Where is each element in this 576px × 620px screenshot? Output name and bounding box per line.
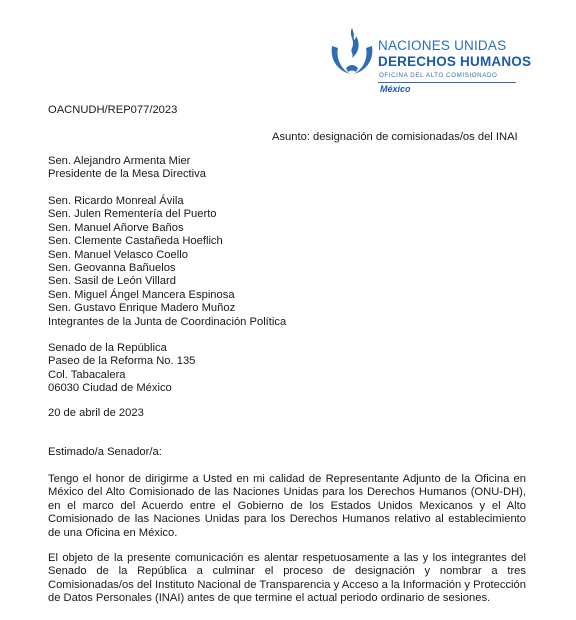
- addressee-line: Sen. Manuel Velasco Coello: [48, 248, 188, 261]
- address-line: Col. Tabacalera: [48, 368, 126, 381]
- logo-line-1: NACIONES UNIDAS: [378, 38, 507, 53]
- addressee-line: Integrantes de la Junta de Coordinación Política: [48, 315, 287, 328]
- addressee-line: Sen. Gustavo Enrique Madero Muñoz: [48, 302, 236, 315]
- logo-line-3: OFICINA DEL ALTO COMISIONADO: [379, 72, 498, 79]
- junta-addressees: [48, 195, 286, 329]
- primary-addressee: [48, 155, 206, 182]
- subject-line: Asunto: designación de comisionadas/os del INAI: [272, 131, 518, 143]
- postal-address: [48, 342, 195, 396]
- address-line: 06030 Ciudad de México: [48, 382, 172, 395]
- logo-line-4: México: [380, 84, 411, 94]
- addressee-line: Sen. Clemente Castañeda Hoeflich: [48, 235, 223, 248]
- addressee-line: Sen. Julen Rementería del Puerto: [48, 208, 217, 221]
- addressee-line: Sen. Alejandro Armenta Mier: [48, 155, 191, 167]
- greeting: Estimado/a Senador/a:: [48, 446, 162, 458]
- body-paragraph: Tengo el honor de dirigirme a Usted en mi calidad de Representante Adjunto de la Oficina en México del Alto Comisionado de las Naciones Unidas para los Derechos Humanos (ONU-DH), en el marco del Acuerdo entre el Gobierno de los Estados Unidos Mexicanos y el Alto Comisionado de las Naciones Unidas para los Derechos Humanos relativo al establecimiento de una Oficina en México.: [48, 473, 526, 539]
- letter-date: 20 de abril de 2023: [48, 407, 144, 419]
- reference-number: OACNUDH/REP077/2023: [48, 104, 178, 116]
- address-line: Senado de la República: [48, 342, 167, 354]
- addressee-line: Sen. Miguel Ángel Mancera Espinosa: [48, 288, 235, 301]
- addressee-line: Sen. Geovanna Bañuelos: [48, 262, 176, 275]
- addressee-line: Sen. Manuel Añorve Baños: [48, 221, 184, 234]
- un-human-rights-logo: [326, 24, 532, 104]
- addressee-line: Sen. Ricardo Monreal Ávila: [48, 195, 184, 207]
- body-paragraph: El objeto de la presente comunicación es alentar respetuosamente a las y los integrantes del Senado de la República a culminar el proceso de designación y nombrar a tres Comisionadas/os del Instituto Nacional de Transparencia y Acceso a la Información y Protección de Datos Personales (INAI) antes de que termine el actual periodo ordinario de sesiones.: [48, 552, 526, 605]
- un-emblem-icon: [326, 24, 378, 86]
- address-line: Paseo de la Reforma No. 135: [48, 355, 196, 368]
- logo-divider: [378, 82, 516, 83]
- logo-line-2: DERECHOS HUMANOS: [378, 54, 532, 69]
- addressee-line: Presidente de la Mesa Directiva: [48, 168, 206, 181]
- addressee-line: Sen. Sasil de León Villard: [48, 275, 176, 288]
